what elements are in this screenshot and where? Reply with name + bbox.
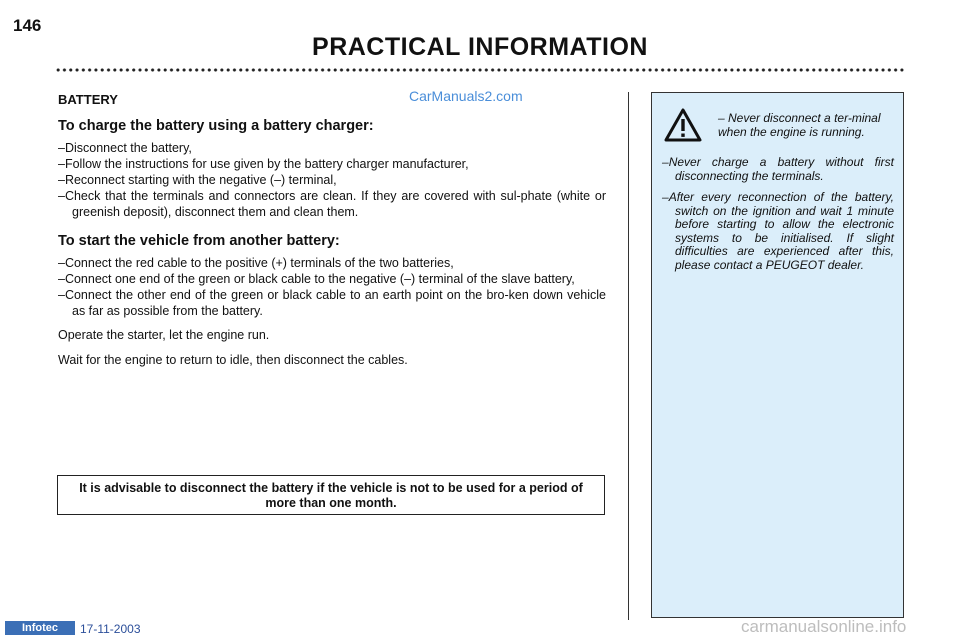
warning-item: – After every reconnection of the battery, switch on the ignition and wait 1 minute before starting to allow the electronic systems to be initialised. If slight difficulties are experienced after this, please contact a PEUGEOT dealer. <box>662 191 894 272</box>
charge-heading: To charge the battery using a battery charger: <box>58 118 374 134</box>
start-step: – Connect the other end of the green or black cable to an earth point on the bro-ken down vehicle as far as possible from the battery. <box>58 287 606 319</box>
start-step: – Connect one end of the green or black cable to the negative (–) terminal of the slave battery, <box>58 271 606 287</box>
infotec-logo: Infotec <box>5 621 75 635</box>
wait-text: Wait for the engine to return to idle, then disconnect the cables. <box>58 353 408 367</box>
charge-step: – Follow the instructions for use given by the battery charger manufacturer, <box>58 156 606 172</box>
battery-heading: BATTERY <box>58 92 118 107</box>
footer-date: 17-11-2003 <box>80 622 141 636</box>
warning-first-item: – Never disconnect a ter-minal when the engine is running. <box>718 111 881 139</box>
charge-steps-list <box>58 140 606 220</box>
charge-step: – Disconnect the battery, <box>58 140 606 156</box>
warning-item: – Never charge a battery without first disconnecting the terminals. <box>662 156 894 183</box>
charge-step: – Check that the terminals and connectors are clean. If they are covered with sul-phate (white or greenish deposit), disconnect them and clean them. <box>58 188 606 220</box>
warning-box <box>651 92 904 618</box>
start-heading: To start the vehicle from another battery: <box>58 233 340 249</box>
warning-list <box>662 156 894 272</box>
start-step: – Connect the red cable to the positive (+) terminals of the two batteries, <box>58 255 606 271</box>
page-number: 146 <box>13 16 42 35</box>
operate-text: Operate the starter, let the engine run. <box>58 328 270 342</box>
dotted-divider <box>55 67 905 73</box>
page-title: PRACTICAL INFORMATION <box>312 33 648 61</box>
warning-triangle-icon <box>664 107 702 143</box>
charge-step: – Reconnect starting with the negative (–) terminal, <box>58 172 606 188</box>
column-divider <box>628 92 629 620</box>
footer-site-watermark: carmanualsonline.info <box>741 617 907 636</box>
start-steps-list <box>58 255 606 319</box>
battery-section <box>58 92 606 368</box>
advice-box: It is advisable to disconnect the battery if the vehicle is not to be used for a period of more than one month. <box>57 475 605 515</box>
watermark-text: CarManuals2.com <box>409 88 523 104</box>
